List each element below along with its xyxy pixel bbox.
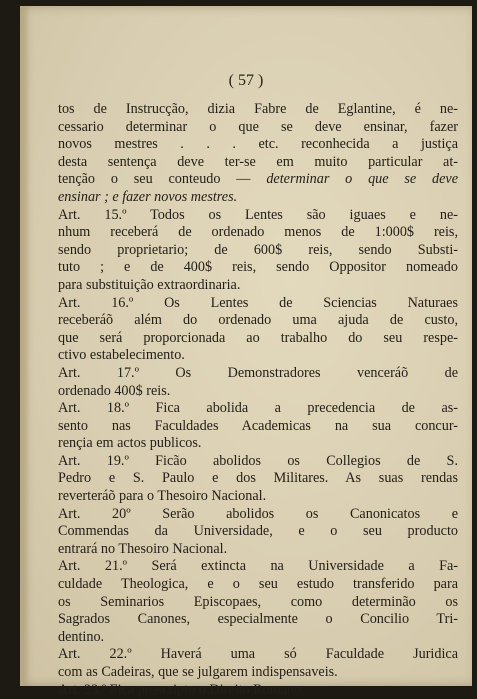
line-text: para substituição extraordinaria. [58, 276, 241, 293]
text-line [58, 277, 458, 295]
text-line [58, 312, 458, 330]
text-line [58, 470, 458, 488]
line-text: ordenado 400$ reis. [58, 382, 171, 399]
line-text: rençia em actos publicos. [58, 435, 202, 452]
line-text: sendo proprietario; de 600$ reis, sendo Substi- [58, 241, 458, 258]
text-line [58, 664, 458, 682]
text-line [58, 418, 458, 436]
text-line [58, 259, 458, 277]
line-text: reverteráõ para o Thesoiro Nacional. [58, 488, 267, 505]
text-line [58, 488, 458, 506]
text-line [58, 136, 458, 154]
text-line [58, 101, 458, 119]
text-line [58, 365, 458, 383]
line-text: Art. 21.º Será extincta na Universidade a Fa- [58, 558, 458, 575]
line-text: entrará no Thesoiro Nacional. [58, 540, 228, 557]
text-line [58, 189, 458, 207]
line-text: Art. 19.º Ficão abolidos os Collegios de S. [58, 452, 458, 469]
line-text: culdade Theologica, e o seu estudo transferido para [58, 576, 458, 593]
text-line [58, 330, 458, 348]
line-text: Art. 15.º Todos os Lentes são iguaes e ne- [58, 206, 458, 223]
line-text: Sagrados Canones, especialmente o Concilio Tri- [58, 611, 458, 628]
line-text: os Seminarios Episcopaes, como determinão os [58, 593, 458, 610]
book-page [20, 6, 472, 698]
line-text: Art. 16.º Os Lentes de Sciencias Naturaes [58, 294, 458, 311]
text-line [58, 224, 458, 242]
text-line [58, 435, 458, 453]
text-line [58, 576, 458, 594]
text-line [58, 523, 458, 541]
text-line [58, 506, 458, 524]
text-line [58, 594, 458, 612]
line-text: Art. 18.º Fica abolida a precedencia de as- [58, 400, 458, 417]
line-text: ctivo estabelecimento. [58, 347, 185, 364]
line-text: com as Cadeiras, que se julgarem indispensaveis. [58, 664, 338, 680]
line-text: Art. 17.º Os Demonstradores venceráõ de [58, 364, 458, 381]
line-text: nhum receberá de ordenado menos de 1:000$ reis, [58, 224, 458, 241]
text-line [58, 646, 458, 664]
line-text: que será proporcionada ao trabalho do seu respe- [58, 329, 458, 346]
text-line [58, 541, 458, 559]
line-text: dentino. [58, 628, 105, 645]
text-line [58, 383, 458, 401]
text-line [58, 154, 458, 172]
page-number: ( 57 ) [228, 72, 264, 89]
line-text: tenção o seu conteudo — [58, 171, 267, 188]
line-text: receberáõ além do ordenado uma ajuda de custo, [58, 312, 458, 329]
text-line [58, 629, 458, 647]
text-line [58, 207, 458, 225]
text-line [58, 171, 458, 189]
line-italic-text: determinar o que se deve [266, 171, 459, 188]
line-italic-text: ensinar ; e fazer novos mestres. [58, 188, 238, 205]
line-text: Art. 23.º Fica proscripto o Direito Romano. [58, 681, 305, 698]
text-line [58, 558, 458, 576]
text-line [58, 400, 458, 418]
page-gutter [20, 6, 30, 686]
text-line [58, 119, 458, 137]
line-text: tuto ; e de 400$ reis, sendo Oppositor nomeado [58, 259, 458, 276]
line-text: novos mestres . . . etc. reconhecida a justiça [58, 136, 458, 153]
text-line [58, 242, 458, 260]
text-line [58, 611, 458, 629]
line-text: tos de Instrucção, dizia Fabre de Eglantine, é ne- [58, 101, 458, 117]
text-line [58, 453, 458, 471]
line-text: Art. 20º Serão abolidos os Canonicatos e [58, 505, 458, 522]
text-line [58, 347, 458, 365]
line-text: sento nas Faculdades Academicas na sua concur- [58, 417, 458, 434]
line-text: cessario determinar o que se deve ensinar, fazer [58, 118, 458, 135]
body-text [58, 101, 458, 699]
line-text: Commendas da Universidade, e o seu producto [58, 523, 458, 540]
text-line [58, 682, 458, 699]
line-text: Art. 22.º Haverá uma só Faculdade Juridica [58, 646, 458, 663]
text-line [58, 295, 458, 313]
line-text: desta sentença deve ter-se em muito particular at- [58, 153, 458, 170]
line-text: Pedro e S. Paulo e dos Militares. As suas rendas [58, 470, 458, 487]
